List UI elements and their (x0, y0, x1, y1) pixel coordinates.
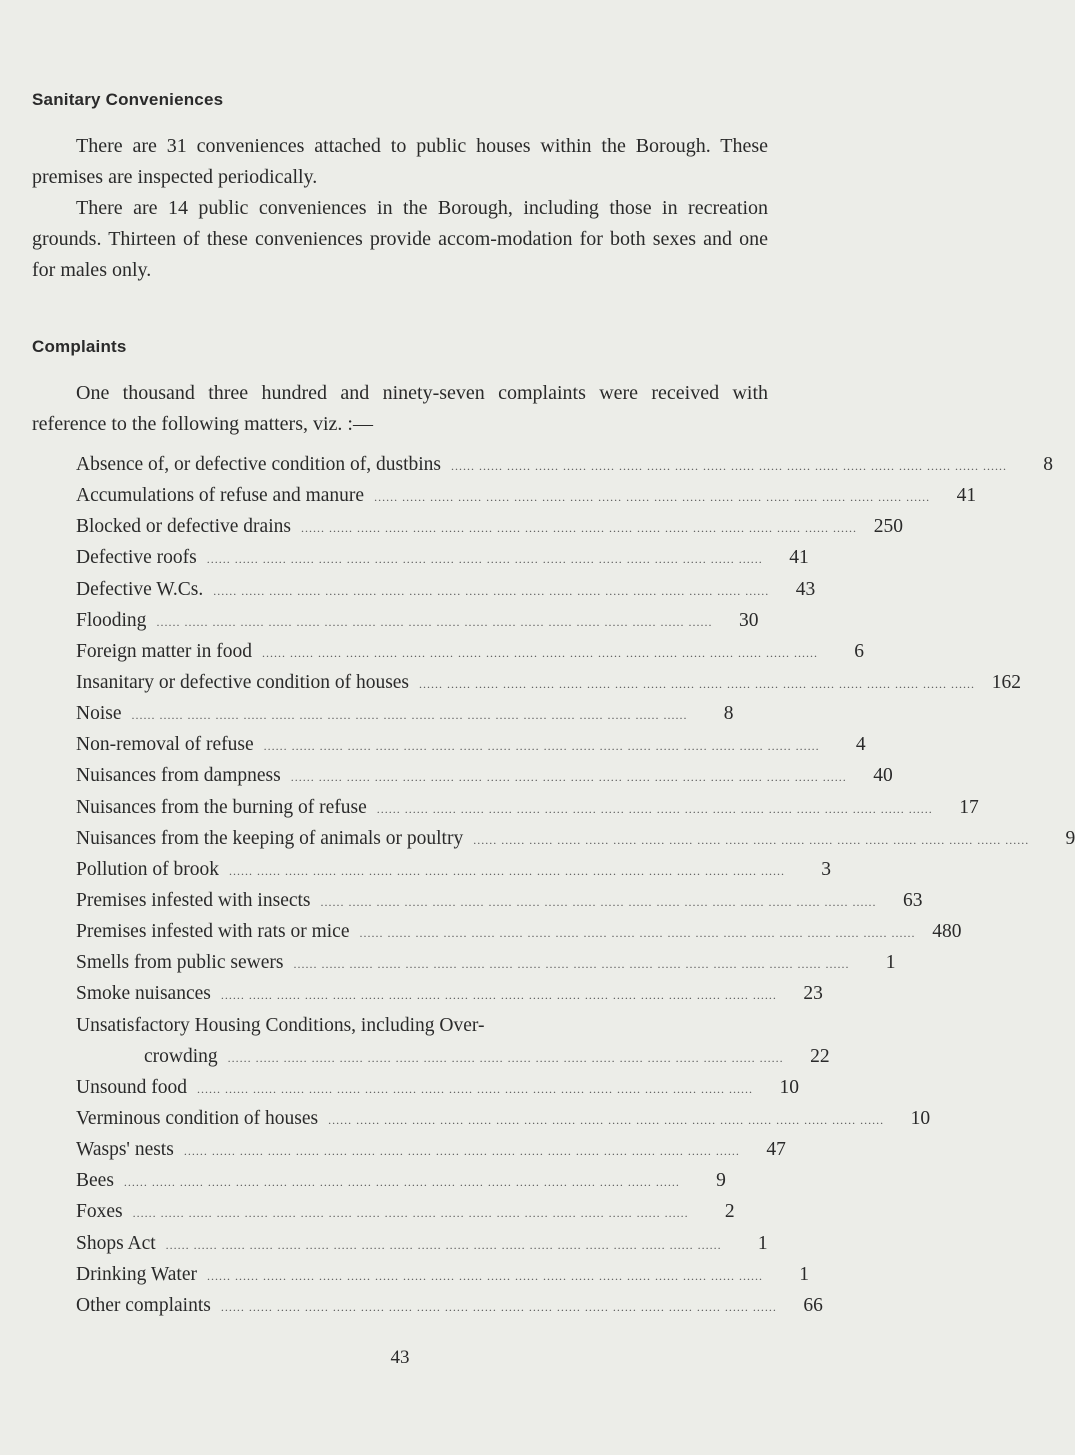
complaint-count: 1 (757, 1232, 768, 1254)
complaint-label: Unsatisfactory Housing Conditions, including Over- (76, 1014, 485, 1036)
leader-dots: ...... ...... ...... ...... ...... ...... ...... ...... ...... ...... ...... ...... ...... ...... ...... ...... ...... ...... ...... ...... (206, 552, 763, 567)
complaint-label: Defective roofs (76, 547, 197, 569)
complaint-label: Accumulations of refuse and manure (76, 485, 365, 507)
leader-dots: ...... ...... ...... ...... ...... ...... ...... ...... ...... ...... ...... ...... ...... ...... ...... ...... ...... ...... ...... ...... (419, 676, 976, 691)
leader-dots: ...... ...... ...... ...... ...... ...... ...... ...... ...... ...... ...... ...... ...... ...... ...... ...... ...... ...... ...... ...... (229, 863, 786, 878)
leader-dots: ...... ...... ...... ...... ...... ...... ...... ...... ...... ...... ...... ...... ...... ...... ...... ...... ...... ...... ...... ...... (165, 1237, 722, 1252)
complaint-label: Non-removal of refuse (76, 734, 254, 756)
complaint-row (76, 792, 979, 823)
leader-dots: ...... ...... ...... ...... ...... ...... ...... ...... ...... ...... ...... ...... ...... ...... ...... ...... ...... ...... ...... ...... (227, 1050, 784, 1065)
complaint-label: Pollution of brook (76, 858, 220, 880)
complaint-count: 9 (716, 1170, 726, 1192)
leader-dots: ...... ...... ...... ...... ...... ...... ...... ...... ...... ...... ...... ...... ...... ...... ...... ...... ...... ...... ...... ...... (220, 988, 777, 1003)
complaint-row (76, 885, 923, 916)
complaint-count: 6 (854, 640, 865, 662)
complaint-label: Absence of, or defective condition of, dustbins (76, 454, 441, 475)
complaint-label: Nuisances from the burning of refuse (76, 796, 367, 818)
complaint-label: Drinking Water (76, 1263, 197, 1285)
complaint-label: Nuisances from the keeping of animals or poultry (76, 827, 464, 849)
complaint-count: 22 (810, 1045, 830, 1067)
complaint-count: 10 (779, 1076, 800, 1098)
complaint-row (76, 1134, 786, 1165)
leader-dots: ...... ...... ...... ...... ...... ...... ...... ...... ...... ...... ...... ...... ...... ...... ...... ...... ...... ...... ...... ...... (132, 1206, 689, 1221)
complaint-row (76, 916, 962, 947)
complaint-count: 30 (738, 609, 759, 631)
complaint-label: Smells from public sewers (76, 952, 284, 974)
complaint-count: 1 (885, 952, 896, 974)
leader-dots: ...... ...... ...... ...... ...... ...... ...... ...... ...... ...... ...... ...... ...... ...... ...... ...... ...... ...... ...... ...... (263, 739, 820, 754)
complaint-row (76, 1228, 768, 1259)
complaint-count: 17 (959, 796, 979, 818)
complaint-label: Flooding (76, 609, 147, 631)
leader-dots: ...... ...... ...... ...... ...... ...... ...... ...... ...... ...... ...... ...... ...... ...... ...... ...... ...... ...... ...... ...... (300, 521, 857, 536)
leader-dots: ...... ...... ...... ...... ...... ...... ...... ...... ...... ...... ...... ...... ...... ...... ...... ...... ...... ...... ...... ...... (183, 1144, 740, 1159)
complaint-count: 43 (795, 578, 816, 600)
complaint-label: Blocked or defective drains (76, 516, 291, 538)
leader-dots: ...... ...... ...... ...... ...... ...... ...... ...... ...... ...... ...... ...... ...... ...... ...... ...... ...... ...... ...... ...... (473, 832, 1030, 847)
leader-dots: ...... ...... ...... ...... ...... ...... ...... ...... ...... ...... ...... ...... ...... ...... ...... ...... ...... ...... ...... ...... (262, 645, 819, 660)
complaint-label: Nuisances from dampness (76, 765, 281, 787)
complaint-label: Premises infested with insects (76, 889, 311, 911)
leader-dots: ...... ...... ...... ...... ...... ...... ...... ...... ...... ...... ...... ...... ...... ...... ...... ...... ...... ...... ...... ...... (328, 1112, 885, 1127)
complaint-count: 162 (991, 671, 1022, 693)
complaint-count: 8 (723, 703, 734, 725)
leader-dots: ...... ...... ...... ...... ...... ...... ...... ...... ...... ...... ...... ...... ...... ...... ...... ...... ...... ...... ...... ...... (213, 583, 770, 598)
complaint-label: Verminous condition of houses (76, 1107, 319, 1129)
sanitary-heading: Sanitary Conveniences (32, 90, 224, 109)
leader-dots: ...... ...... ...... ...... ...... ...... ...... ...... ...... ...... ...... ...... ...... ...... ...... ...... ...... ...... ...... ...... (156, 614, 713, 629)
sanitary-paragraph-2: There are 14 public conveniences in the Borough, including those in recreation grounds. Thirteen of these conveniences provide accom-modation for both sexes and one for males only. (32, 197, 768, 281)
leader-dots: ...... ...... ...... ...... ...... ...... ...... ...... ...... ...... ...... ...... ...... ...... ...... ...... ...... ...... ...... ...... (359, 926, 916, 941)
complaint-count: 3 (821, 858, 832, 880)
complaints-list (76, 449, 1075, 1321)
complaint-count: 66 (803, 1294, 823, 1316)
page-number: 43 (390, 1347, 410, 1368)
leader-dots: ...... ...... ...... ...... ...... ...... ...... ...... ...... ...... ...... ...... ...... ...... ...... ...... ...... ...... ...... ...... (293, 957, 850, 972)
complaint-row (76, 854, 832, 885)
complaint-row (76, 1103, 931, 1134)
complaint-count: 250 (873, 516, 903, 538)
complaint-label: Foreign matter in food (76, 640, 253, 662)
complaints-heading: Complaints (32, 337, 127, 356)
complaint-row (76, 729, 866, 760)
complaint-count: 4 (855, 734, 866, 756)
leader-dots: ...... ...... ...... ...... ...... ...... ...... ...... ...... ...... ...... ...... ...... ...... ...... ...... ...... ...... ...... ...... (131, 708, 688, 723)
complaint-row-continued (76, 1041, 830, 1072)
complaint-count: 47 (766, 1139, 786, 1161)
complaint-count: 2 (724, 1201, 735, 1223)
leader-dots: ...... ...... ...... ...... ...... ...... ...... ...... ...... ...... ...... ...... ...... ...... ...... ...... ...... ...... ...... ...... (197, 1081, 754, 1096)
complaint-label: Foxes (76, 1201, 123, 1223)
complaint-row (76, 1290, 823, 1321)
complaint-label: Premises infested with rats or mice (76, 921, 350, 943)
complaint-row (76, 1165, 726, 1196)
sanitary-paragraph-1: There are 31 conveniences attached to public houses within the Borough. These premises are inspected periodically. (32, 135, 768, 188)
complaint-count: 10 (910, 1107, 931, 1129)
leader-dots: ...... ...... ...... ...... ...... ...... ...... ...... ...... ...... ...... ...... ...... ...... ...... ...... ...... ...... ...... ...... (451, 459, 1007, 473)
complaints-intro: One thousand three hundred and ninety-seven complaints were received with reference to the following matters, viz. :— (32, 382, 768, 435)
complaint-row (76, 1010, 710, 1041)
complaint-label: Defective W.Cs. (76, 578, 204, 600)
complaint-count: 23 (803, 983, 823, 1005)
leader-dots: ...... ...... ...... ...... ...... ...... ...... ...... ...... ...... ...... ...... ...... ...... ...... ...... ...... ...... ...... ...... (220, 1299, 777, 1314)
complaint-row (76, 1259, 809, 1290)
complaint-row (76, 978, 823, 1009)
complaint-count: 9 (1065, 827, 1075, 849)
complaint-count: 480 (932, 921, 962, 943)
complaint-row (76, 698, 734, 729)
complaint-row (76, 1196, 735, 1227)
complaint-label-continued: crowding (144, 1045, 218, 1067)
complaint-label: Wasps' nests (76, 1139, 174, 1161)
complaint-row (76, 511, 903, 542)
complaint-count: 8 (1043, 454, 1053, 475)
complaint-row (76, 480, 977, 511)
complaint-label: Insanitary or defective condition of houses (76, 671, 410, 693)
complaint-row (76, 760, 893, 791)
complaint-row (76, 823, 1075, 854)
complaint-row (76, 667, 1022, 698)
complaint-row (76, 605, 759, 636)
leader-dots: ...... ...... ...... ...... ...... ...... ...... ...... ...... ...... ...... ...... ...... ...... ...... ...... ...... ...... ...... ...... (123, 1175, 680, 1190)
complaint-count: 40 (873, 765, 893, 787)
complaint-row (76, 636, 865, 667)
leader-dots: ...... ...... ...... ...... ...... ...... ...... ...... ...... ...... ...... ...... ...... ...... ...... ...... ...... ...... ...... ...... (207, 1268, 763, 1283)
complaint-label: Other complaints (76, 1294, 211, 1316)
complaint-row (76, 947, 896, 978)
complaint-row (76, 449, 1053, 480)
leader-dots: ...... ...... ...... ...... ...... ...... ...... ...... ...... ...... ...... ...... ...... ...... ...... ...... ...... ...... ...... ...... (374, 490, 931, 505)
leader-dots: ...... ...... ...... ...... ...... ...... ...... ...... ...... ...... ...... ...... ...... ...... ...... ...... ...... ...... ...... ...... (290, 770, 847, 785)
leader-dots: ...... ...... ...... ...... ...... ...... ...... ...... ...... ...... ...... ...... ...... ...... ...... ...... ...... ...... ...... ...... (320, 894, 877, 909)
complaint-row (76, 574, 816, 605)
complaint-count: 1 (799, 1263, 809, 1285)
complaint-row (76, 542, 809, 573)
complaint-label: Unsound food (76, 1076, 188, 1098)
complaint-label: Bees (76, 1170, 114, 1192)
leader-dots: ...... ...... ...... ...... ...... ...... ...... ...... ...... ...... ...... ...... ...... ...... ...... ...... ...... ...... ...... ...... (376, 801, 933, 816)
complaint-count: 63 (903, 889, 923, 911)
complaint-label: Noise (76, 703, 122, 725)
complaint-count: 41 (789, 547, 809, 569)
complaint-count: 41 (956, 485, 977, 507)
complaint-label: Shops Act (76, 1232, 156, 1254)
complaint-label: Smoke nuisances (76, 983, 211, 1005)
complaint-row (76, 1072, 800, 1103)
